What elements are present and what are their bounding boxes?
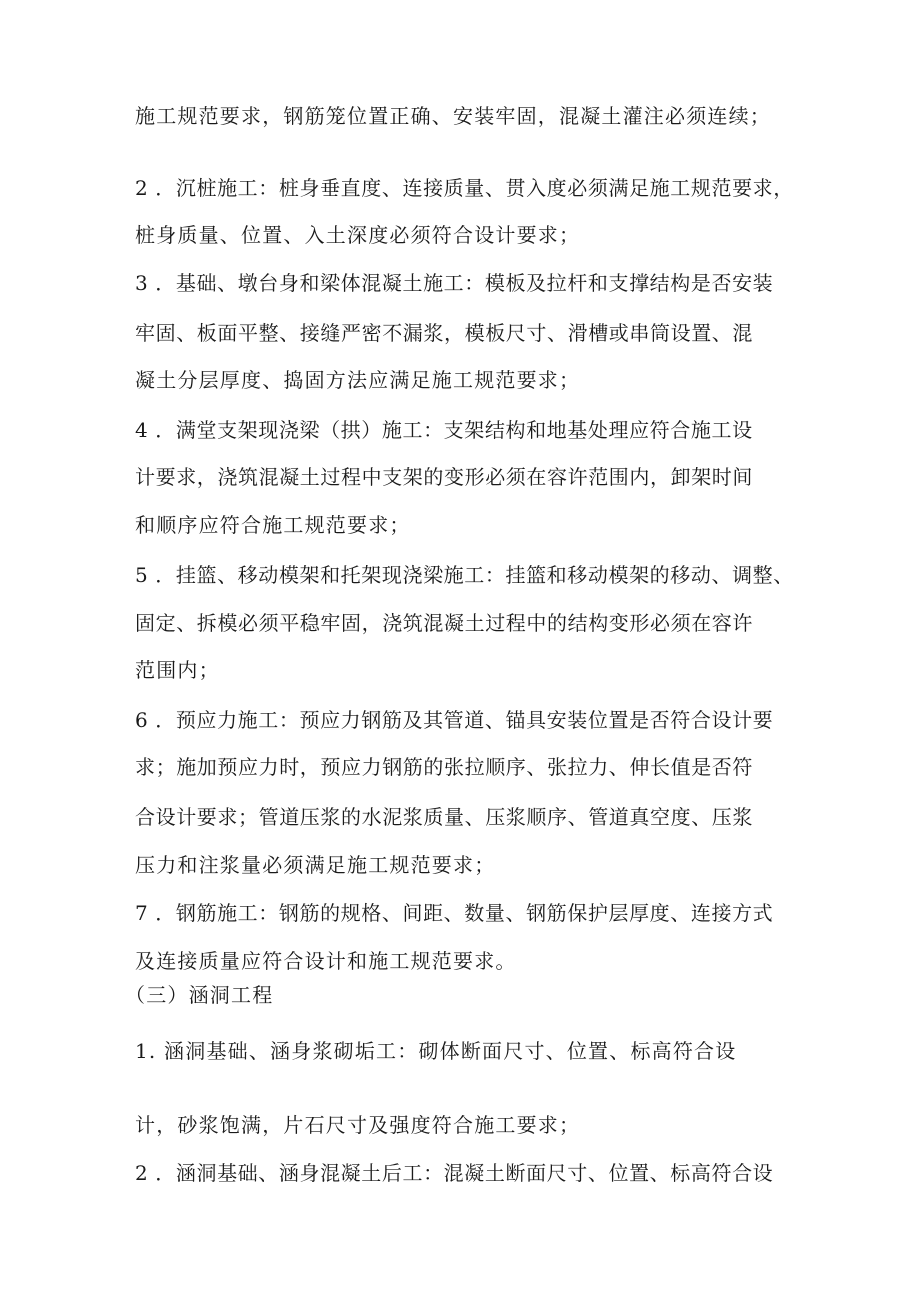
- text-line: 计要求，浇筑混凝土过程中支架的变形必须在容许范围内，卸架时间: [135, 465, 753, 489]
- text-line: 及连接质量应符合设计和施工规范要求。: [135, 949, 517, 973]
- list-item-5: 5 ．挂篮、移动模架和托架现浇梁施工：挂篮和移动模架的移动、调整、: [135, 563, 794, 587]
- text-line: 桩身质量、位置、入土深度必须符合设计要求；: [135, 223, 581, 247]
- text-line: 凝土分层厚度、捣固方法应满足施工规范要求；: [135, 368, 581, 392]
- text-line: 和顺序应符合施工规范要求；: [135, 513, 411, 537]
- list-item-7: 7 ．钢筋施工：钢筋的规格、间距、数量、钢筋保护层厚度、连接方式: [135, 901, 774, 925]
- list-item-1: 1. 涵洞基础、涵身浆砌垢工：砌体断面尺寸、位置、标高符合设: [135, 1039, 737, 1063]
- text-line: 牢固、板面平整、接缝严密不漏浆，模板尺寸、滑槽或串筒设置、混: [135, 321, 753, 345]
- section-heading: （三）涵洞工程: [125, 983, 274, 1007]
- list-item-2: 2 ．沉桩施工：桩身垂直度、连接质量、贯入度必须满足施工规范要求，: [135, 176, 794, 200]
- list-item-3: 3 ．基础、墩台身和梁体混凝土施工：模板及拉杆和支撑结构是否安装: [135, 271, 774, 295]
- text-line: 计，砂浆饱满，片石尺寸及强度符合施工要求；: [135, 1113, 581, 1137]
- text-line: 范围内；: [135, 658, 220, 682]
- text-line: 施工规范要求，钢筋笼位置正确、安装牢固，混凝土灌注必须连续；: [135, 104, 771, 128]
- text-line: 合设计要求；管道压浆的水泥浆质量、压浆顺序、管道真空度、压浆: [135, 805, 753, 829]
- list-item-4: 4 ．满堂支架现浇梁（拱）施工：支架结构和地基处理应符合施工设: [135, 418, 753, 442]
- list-item-2: 2 ．涵洞基础、涵身混凝土后工：混凝土断面尺寸、位置、标高符合设: [135, 1161, 774, 1185]
- text-line: 压力和注浆量必须满足施工规范要求；: [135, 853, 496, 877]
- text-line: 固定、拆模必须平稳牢固，浇筑混凝土过程中的结构变形必须在容许: [135, 611, 753, 635]
- list-item-6: 6 ．预应力施工：预应力钢筋及其管道、锚具安装位置是否符合设计要: [135, 708, 774, 732]
- text-line: 求；施加预应力时，预应力钢筋的张拉顺序、张拉力、伸长值是否符: [135, 755, 753, 779]
